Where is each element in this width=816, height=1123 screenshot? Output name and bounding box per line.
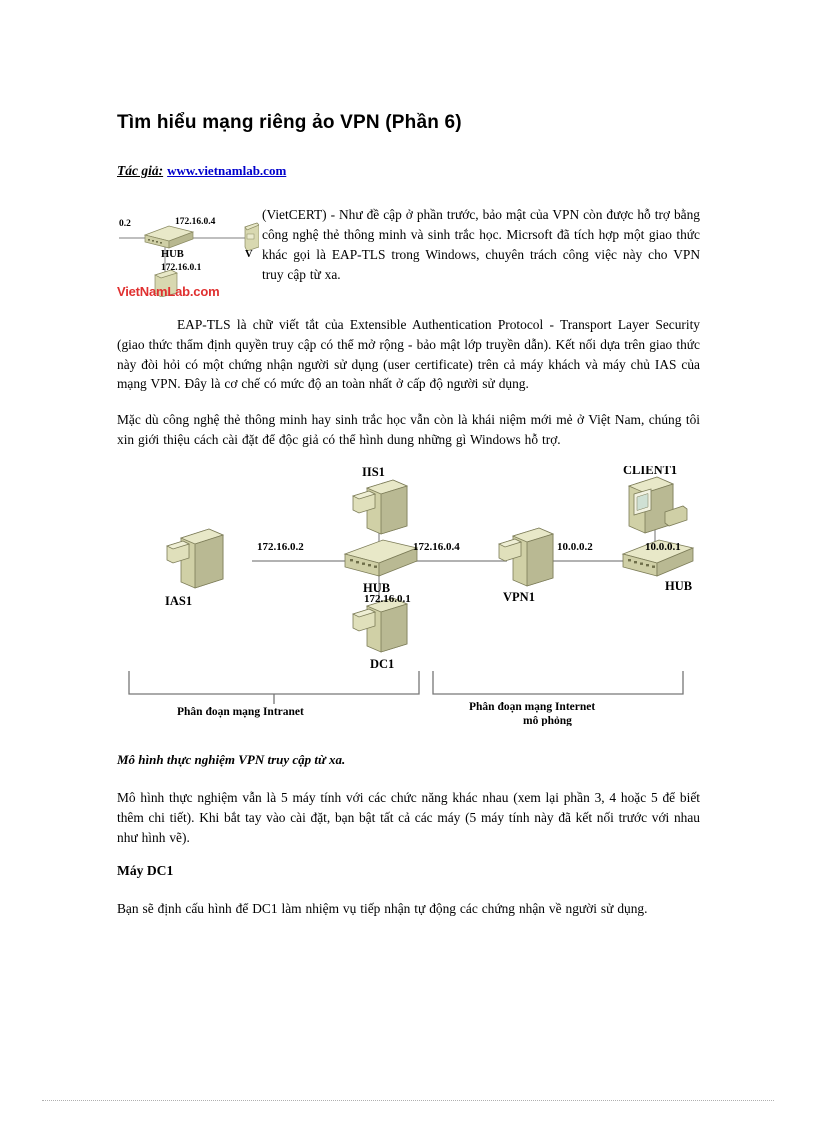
label-ip-dc1-link: 172.16.0.1 [364, 592, 411, 605]
paragraph-2: EAP-TLS là chữ viết tắt của Extensible Authentication Protocol - Transport Layer Security (giao thức thẩm định quyền truy cập có thể mở rộng - bảo mật lớp truyền dẫn). Kết nối dựa trên giao thức này đòi hỏi có một chứng nhận người sử dụng (user certificate) trên cả máy khách và máy chủ IAS của mạng VPN. Đây là cơ chế có mức độ an toàn nhất ở cấp độ người sử dụng. [117, 316, 700, 392]
label-iis1: IIS1 [362, 465, 385, 479]
fig1-label-partial-node: V [245, 248, 253, 260]
figure-1-block [117, 205, 700, 301]
figure-2-svg [117, 466, 700, 726]
paragraph-4: Mô hình thực nghiệm vẫn là 5 máy tính với các chức năng khác nhau (xem lại phần 3, 4 hoặc 5 để biết thêm chi tiết). Khi bắt tay vào cài đặt, bạn bật tất cả các máy (5 máy tính này đã kết nối trước với nhau như hình vẽ). [117, 789, 700, 845]
figure-1-watermark: VietNamLab.com [117, 283, 220, 299]
figure-2-network-topology [117, 466, 700, 726]
label-client1: CLIENT1 [623, 465, 678, 477]
fig1-label-left-ip: 0.2 [119, 218, 131, 229]
author-website-link[interactable]: www.vietnamlab.com [167, 162, 287, 178]
page-content [117, 112, 700, 935]
fig1-label-top-ip: 172.16.0.4 [175, 216, 216, 227]
fig1-hub-icon [145, 226, 193, 248]
bracket-intranet [129, 671, 419, 704]
paragraph-3: Mặc dù công nghệ thẻ thông minh hay sinh trắc học vẫn còn là khái niệm mới mẻ ở Việt Nam, chúng tôi xin giới thiệu cách cài đặt để độc giả có thể hình dung những gì Windows hỗ trợ. [117, 412, 700, 448]
fig1-label-bottom-ip: 172.16.0.1 [161, 262, 202, 273]
label-ias1: IAS1 [165, 593, 193, 608]
figure-caption: Mô hình thực nghiệm VPN truy cập từ xa. [117, 751, 346, 767]
label-hub-right: HUB [665, 578, 693, 593]
page-title: Tìm hiểu mạng riêng ảo VPN (Phần 6) [117, 112, 462, 133]
node-iis1-icon [353, 480, 407, 534]
page-footer-rule [42, 1100, 774, 1101]
label-vpn1: VPN1 [503, 589, 535, 604]
label-bracket-intranet: Phân đoạn mạng Intranet [177, 705, 304, 718]
label-dc1: DC1 [370, 656, 395, 671]
label-hub-left: HUB [363, 580, 391, 595]
label-bracket-internet-line2: mô phỏng [523, 714, 572, 726]
bracket-internet [433, 671, 683, 694]
node-dc1-icon [353, 598, 407, 652]
node-vpn1-icon [499, 528, 553, 586]
paragraph-1: (VietCERT) - Như đề cập ở phần trước, bảo mật của VPN còn được hỗ trợ bằng công nghệ thẻ thông minh và sinh trắc học. Micrsoft đã tích hợp một giao thức khác gọi là EAP-TLS trong Windows, chuyên trách công việc này cho VPN truy cập từ xa. [262, 206, 700, 283]
node-client1-icon [629, 477, 687, 533]
author-label: Tác giả: [117, 162, 164, 178]
section-subheading: Máy DC1 [117, 863, 174, 879]
paragraph-5: Bạn sẽ định cấu hình để DC1 làm nhiệm vụ tiếp nhận tự động các chứng nhận về người sử dụng. [117, 901, 648, 917]
fig1-partial-node-icon [245, 223, 259, 251]
label-ip-client-link: 10.0.0.1 [645, 540, 681, 553]
label-ip-ias1-link: 172.16.0.2 [257, 540, 304, 553]
label-ip-hub-link: 172.16.0.4 [413, 540, 460, 553]
fig1-label-hub: HUB [161, 248, 184, 260]
figure-1-cropped-network-diagram [117, 205, 259, 297]
label-bracket-internet-line1: Phân đoạn mạng Internet [469, 700, 596, 713]
node-hub-left-icon [345, 540, 417, 576]
node-ias1-icon [167, 529, 223, 588]
author-line [117, 163, 700, 179]
label-ip-vpn-link: 10.0.0.2 [557, 540, 593, 553]
